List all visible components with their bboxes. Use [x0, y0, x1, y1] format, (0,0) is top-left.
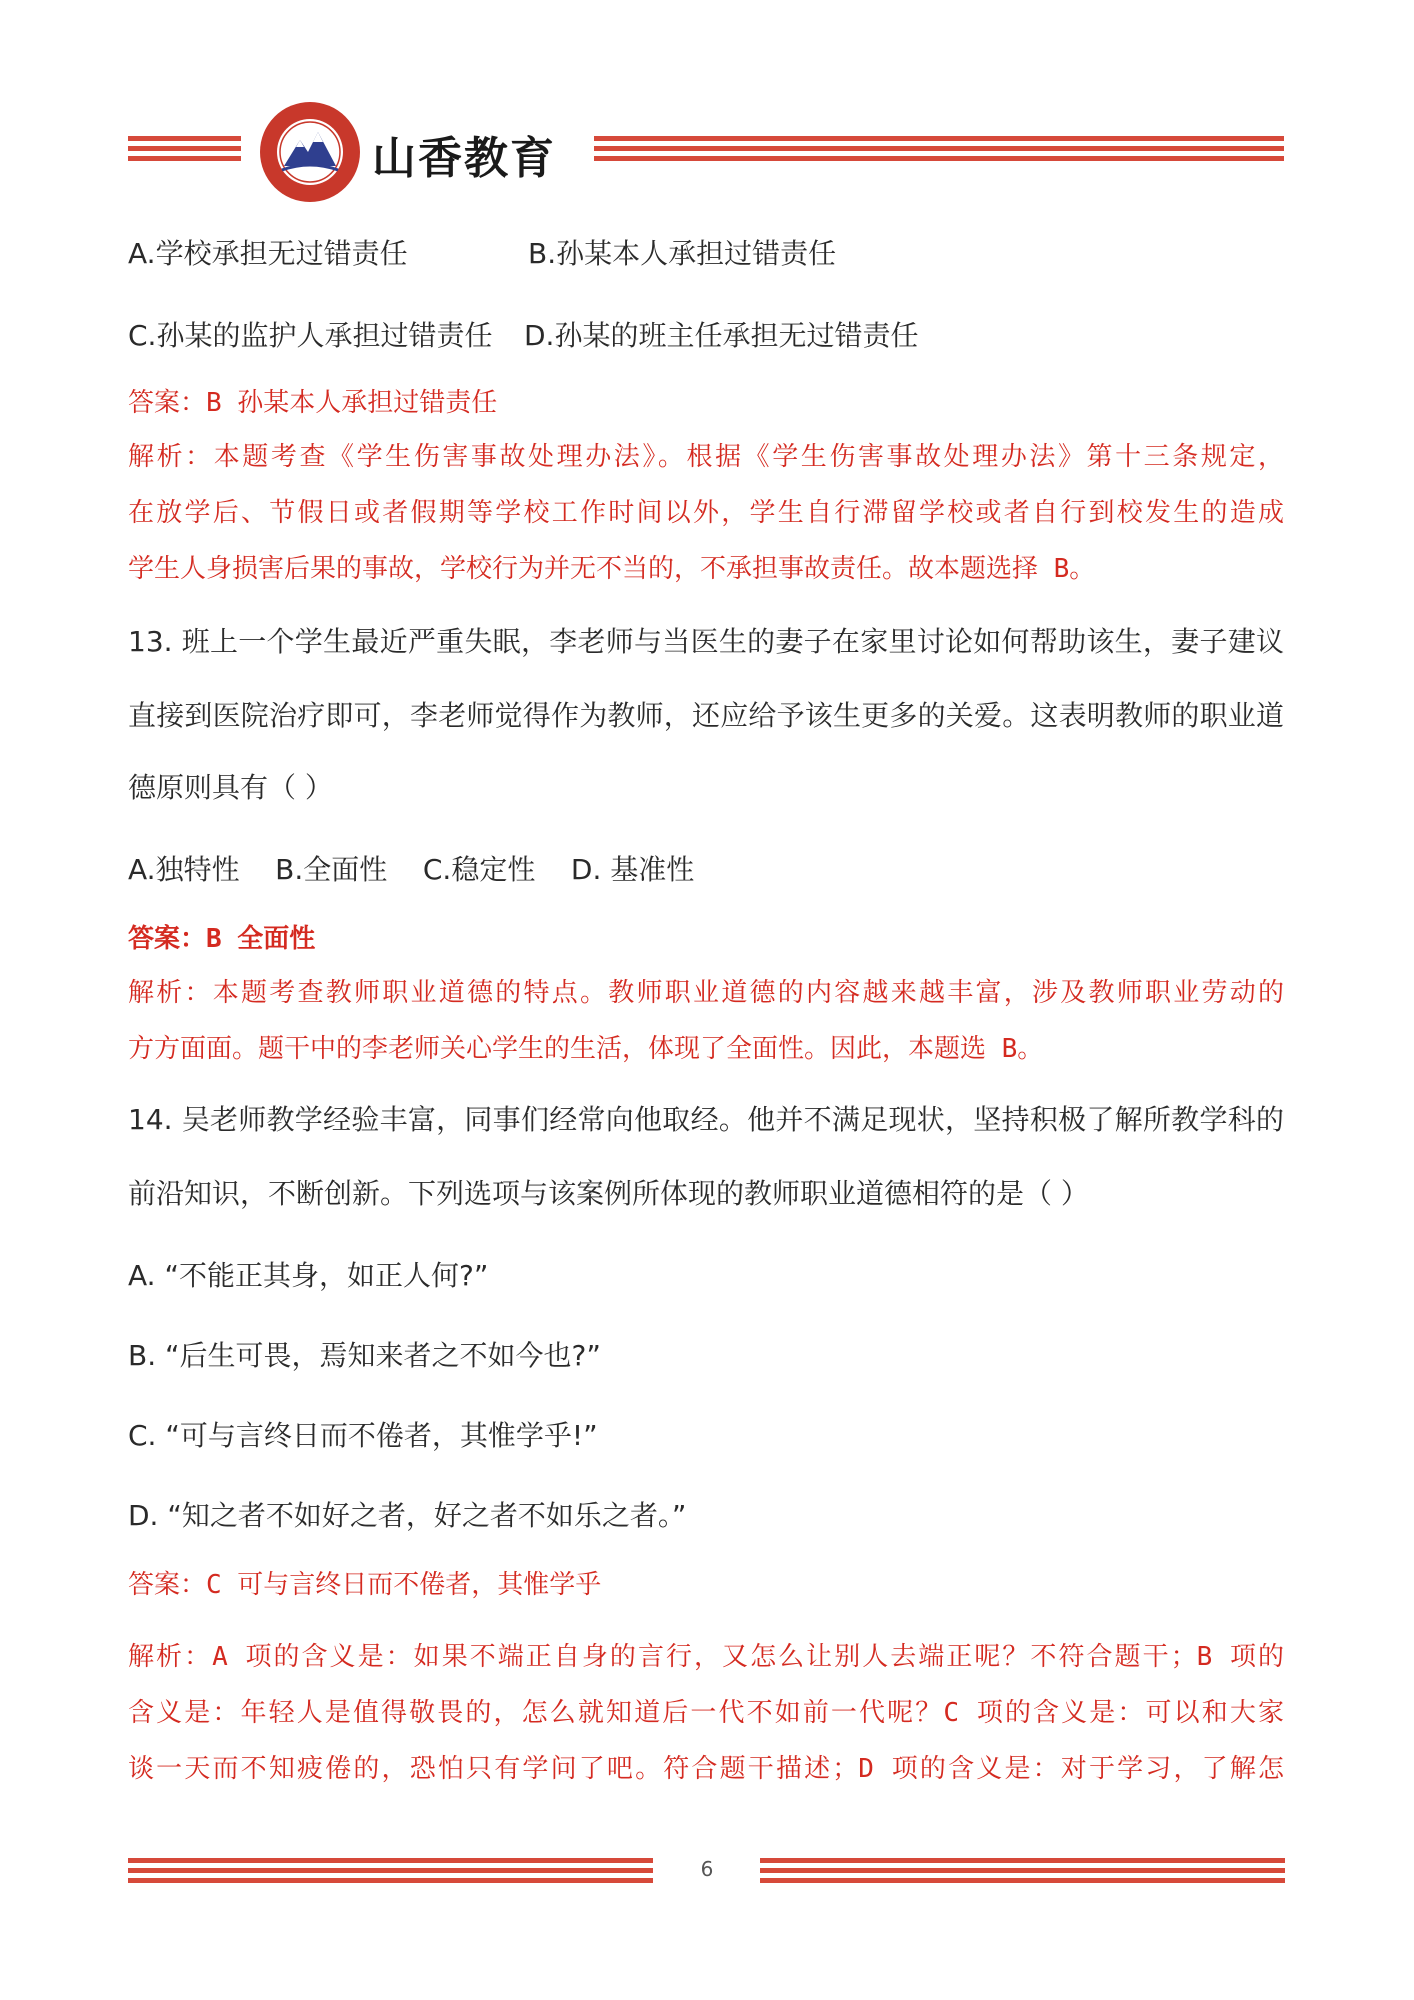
- q14-analysis-line: 含义是：年轻人是值得敬畏的，怎么就知道后一代不如前一代呢？C 项的含义是：可以和大家: [128, 1698, 1284, 1728]
- q12-option-c: C.孙某的监护人承担过错责任: [128, 319, 493, 352]
- q13-analysis-line: 方方面面。题干中的李老师关心学生的生活，体现了全面性。因此，本题选 B。: [128, 1034, 1044, 1064]
- q12-answer: 答案：B 孙某本人承担过错责任: [128, 388, 498, 418]
- q14-analysis-line: 谈一天而不知疲倦的，恐怕只有学问了吧。符合题干描述；D 项的含义是：对于学习，了解怎: [128, 1754, 1284, 1784]
- q12-analysis-line: 解析：本题考查《学生伤害事故处理办法》。根据《学生伤害事故处理办法》第十三条规定，: [128, 442, 1284, 472]
- q14-question-line: 14. 吴老师教学经验丰富，同事们经常向他取经。他并不满足现状，坚持积极了解所教学科的: [128, 1103, 1284, 1136]
- q13-question-line: 德原则具有（ ）: [128, 771, 333, 804]
- q14-question-line: 前沿知识，不断创新。下列选项与该案例所体现的教师职业道德相符的是（ ）: [128, 1177, 1089, 1210]
- header-stripes-right: [594, 136, 1284, 162]
- q13-question-line: 13. 班上一个学生最近严重失眠，李老师与当医生的妻子在家里讨论如何帮助该生，妻子建议: [128, 625, 1284, 658]
- q14-answer: 答案：C 可与言终日而不倦者，其惟学乎: [128, 1570, 602, 1600]
- footer-stripes-left: [128, 1858, 653, 1884]
- q12-option-a: A.学校承担无过错责任: [128, 237, 408, 270]
- q13-answer: 答案：B 全面性: [128, 924, 316, 954]
- page-number: 6: [700, 1857, 714, 1881]
- q12-analysis-line: 学生人身损害后果的事故，学校行为并无不当的，不承担事故责任。故本题选择 B。: [128, 554, 1096, 584]
- q14-option-b: B. “后生可畏，焉知来者之不如今也?”: [128, 1339, 601, 1372]
- q12-analysis-line: 在放学后、节假日或者假期等学校工作时间以外，学生自行滞留学校或者自行到校发生的造成: [128, 498, 1284, 528]
- shanxiang-logo-icon: [258, 100, 362, 204]
- header-stripes-left: [128, 136, 241, 162]
- q12-option-d: D.孙某的班主任承担无过错责任: [524, 319, 919, 352]
- q13-analysis-line: 解析：本题考查教师职业道德的特点。教师职业道德的内容越来越丰富，涉及教师职业劳动的: [128, 978, 1284, 1008]
- q13-options: A.独特性 B.全面性 C.稳定性 D. 基准性: [128, 853, 695, 886]
- footer-stripes-right: [760, 1858, 1285, 1884]
- q12-option-b: B.孙某本人承担过错责任: [528, 237, 837, 270]
- q14-option-a: A. “不能正其身，如正人何?”: [128, 1259, 489, 1292]
- q13-question-line: 直接到医院治疗即可，李老师觉得作为教师，还应给予该生更多的关爱。这表明教师的职业道: [128, 699, 1284, 732]
- q14-analysis-line: 解析：A 项的含义是：如果不端正自身的言行，又怎么让别人去端正呢？不符合题干；B 项的: [128, 1642, 1284, 1672]
- q14-option-c: C. “可与言终日而不倦者，其惟学乎!”: [128, 1419, 598, 1452]
- q14-option-d: D. “知之者不如好之者，好之者不如乐之者。”: [128, 1499, 687, 1532]
- brand-name: 山香教育: [372, 133, 556, 184]
